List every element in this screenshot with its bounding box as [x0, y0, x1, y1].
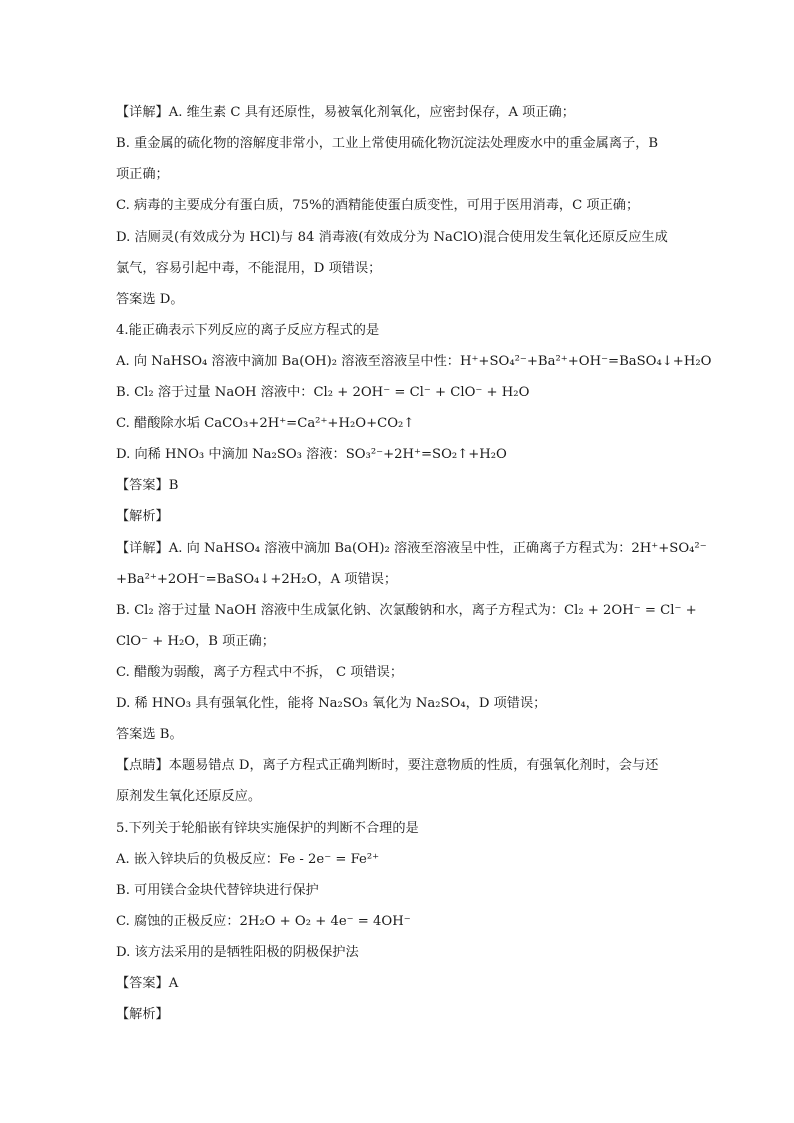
option-b: B. Cl₂ 溶于过量 NaOH 溶液中：Cl₂ + 2OH⁻ = Cl⁻ + ClO⁻ + H₂O [116, 385, 530, 400]
text-line: D. 洁厕灵(有效成分为 HCl)与 84 消毒液(有效成分为 NaClO)混合使用发生氧化还原反应生成 [116, 230, 668, 245]
text-line: D. 稀 HNO₃ 具有强氧化性，能将 Na₂SO₃ 氧化为 Na₂SO₄，D 项错误； [116, 696, 547, 711]
text-line: 【详解】A. 向 NaHSO₄ 溶液中滴加 Ba(OH)₂ 溶液至溶液呈中性，正确离子方程式为：2H⁺+SO₄²⁻ [116, 541, 707, 556]
text-line: 【详解】A. 维生素 C 具有还原性，易被氧化剂氧化，应密封保存，A 项正确； [116, 105, 575, 120]
text-line: C. 醋酸为弱酸，离子方程式中不拆， C 项错误； [116, 665, 404, 680]
option-b: B. 可用镁合金块代替锌块进行保护 [116, 883, 319, 898]
text-line: 项正确； [116, 167, 169, 182]
text-line: ClO⁻ + H₂O，B 项正确； [116, 634, 275, 649]
analysis-label: 【解析】 [116, 1007, 169, 1022]
option-a: A. 嵌入锌块后的负极反应：Fe - 2e⁻ = Fe²⁺ [116, 852, 380, 867]
text-line: +Ba²⁺+2OH⁻=BaSO₄↓+2H₂O，A 项错误； [116, 572, 398, 587]
question-title: 5.下列关于轮船嵌有锌块实施保护的判断不合理的是 [116, 821, 419, 836]
option-c: C. 腐蚀的正极反应：2H₂O + O₂ + 4e⁻ = 4OH⁻ [116, 914, 411, 929]
text-line: C. 病毒的主要成分有蛋白质，75%的酒精能使蛋白质变性，可用于医用消毒，C 项正确； [116, 198, 640, 213]
option-d: D. 该方法采用的是牺牲阳极的阴极保护法 [116, 945, 359, 960]
answer-label: 【答案】A [116, 976, 179, 991]
answer-label: 【答案】B [116, 478, 179, 493]
text-line: 原剂发生氧化还原反应。 [116, 789, 262, 804]
text-line: 答案选 B。 [116, 727, 183, 742]
question-title: 4.能正确表示下列反应的离子反应方程式的是 [116, 323, 380, 338]
text-line: B. 重金属的硫化物的溶解度非常小，工业上常使用硫化物沉淀法处理废水中的重金属离子，B [116, 136, 659, 151]
option-c: C. 醋酸除水垢 CaCO₃+2H⁺=Ca²⁺+H₂O+CO₂↑ [116, 416, 415, 431]
text-line: 【点睛】本题易错点 D，离子方程式正确判断时，要注意物质的性质，有强氧化剂时，会与还 [116, 758, 659, 773]
option-d: D. 向稀 HNO₃ 中滴加 Na₂SO₃ 溶液：SO₃²⁻+2H⁺=SO₂↑+H₂O [116, 447, 507, 462]
option-a: A. 向 NaHSO₄ 溶液中滴加 Ba(OH)₂ 溶液至溶液呈中性：H⁺+SO₄²⁻+Ba²⁺+OH⁻=BaSO₄↓+H₂O [116, 354, 712, 369]
text-line: B. Cl₂ 溶于过量 NaOH 溶液中生成氯化钠、次氯酸钠和水，离子方程式为：Cl₂ + 2OH⁻ = Cl⁻ + [116, 603, 697, 618]
text-line: 氯气，容易引起中毒，不能混用，D 项错误； [116, 261, 382, 276]
analysis-label: 【解析】 [116, 509, 169, 524]
text-line: 答案选 D。 [116, 292, 184, 307]
